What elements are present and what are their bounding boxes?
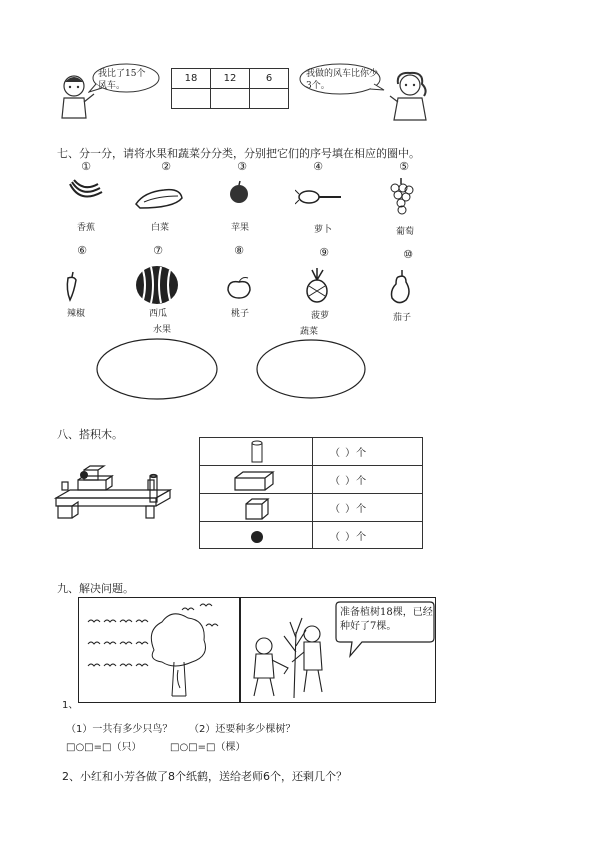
cube-icon: [244, 497, 270, 521]
equation-blank-birds[interactable]: □○□=□（只）: [66, 742, 142, 753]
question1-number: 1、: [62, 700, 79, 711]
block-structure-illustration: [50, 460, 180, 522]
item-number: ⑧: [234, 244, 244, 257]
answer-blank-sphere[interactable]: （ ）个: [330, 532, 368, 543]
answer-grid: [171, 68, 289, 109]
apple-icon: [228, 180, 250, 204]
grid-cell-empty[interactable]: [211, 89, 250, 109]
item-number: ③: [237, 160, 247, 173]
item-label: 葡萄: [395, 227, 414, 237]
children-planting-tree-illustration: [244, 612, 334, 700]
section9-title: 九、解决问题。: [57, 582, 134, 595]
eggplant-icon: [388, 268, 414, 306]
grid-cell: 12: [211, 69, 250, 89]
vegetable-oval[interactable]: [255, 338, 367, 400]
fruit-oval[interactable]: [95, 337, 219, 401]
item-label: 桃子: [230, 309, 249, 319]
grapes-icon: [388, 176, 414, 216]
speech-text: 准备植树18棵，已经种好了7棵。: [340, 607, 433, 632]
watermelon-icon: [134, 262, 180, 306]
item-label: 辣椒: [66, 309, 85, 319]
left-bubble-text: 我比了15个风车。: [98, 69, 146, 91]
chili-pepper-icon: [64, 270, 80, 302]
section7-title: 七、分一分，请将水果和蔬菜分分类，分别把它们的序号填在相应的圈中。: [57, 147, 420, 160]
grid-cell-empty[interactable]: [172, 89, 211, 109]
peach-icon: [226, 276, 252, 300]
pineapple-icon: [304, 268, 330, 304]
item-number: ⑦: [153, 244, 163, 257]
sub-question-2: （2）还要种多少棵树？: [189, 724, 296, 735]
block-count-table: [199, 437, 423, 549]
question2: 2、小红和小芳各做了8个纸鹤，送给老师6个，还剩几个？: [62, 770, 347, 783]
birds-and-tree-illustration: [82, 600, 238, 700]
item-number: ⑤: [399, 160, 409, 173]
girl-illustration: [388, 70, 434, 122]
grid-cell: 18: [172, 69, 211, 89]
section8-title: 八、搭积木。: [57, 428, 123, 441]
item-label: 香蕉: [76, 223, 95, 233]
item-number: ⑨: [319, 246, 329, 259]
vegetable-label: 蔬菜: [300, 327, 319, 337]
item-number: ①: [81, 160, 91, 173]
grid-cell: 6: [250, 69, 289, 89]
fruit-label: 水果: [153, 325, 172, 335]
item-label: 苹果: [230, 223, 249, 233]
item-number: ②: [161, 160, 171, 173]
radish-icon: [295, 188, 343, 206]
cuboid-icon: [233, 470, 277, 492]
equation-blank-trees[interactable]: □○□=□（棵）: [170, 742, 246, 753]
item-label: 西瓜: [148, 309, 167, 319]
cylinder-icon: [250, 440, 264, 464]
item-number: ⑩: [403, 248, 413, 261]
right-bubble-text: 我做的风车比你少3个。: [306, 69, 379, 91]
grid-cell-empty[interactable]: [250, 89, 289, 109]
item-number: ④: [313, 160, 323, 173]
answer-blank-cylinder[interactable]: （ ）个: [330, 448, 368, 459]
item-label: 萝卜: [313, 225, 332, 235]
banana-icon: [66, 178, 106, 204]
item-label: 茄子: [392, 313, 411, 323]
item-number: ⑥: [77, 244, 87, 257]
sub-question-1: （1）一共有多少只鸟？: [66, 724, 173, 735]
cabbage-icon: [134, 184, 184, 210]
answer-blank-cuboid[interactable]: （ ）个: [330, 476, 368, 487]
answer-blank-cube[interactable]: （ ）个: [330, 504, 368, 515]
item-label: 白菜: [150, 223, 169, 233]
sphere-icon: [250, 530, 264, 544]
item-label: 菠萝: [310, 311, 329, 321]
